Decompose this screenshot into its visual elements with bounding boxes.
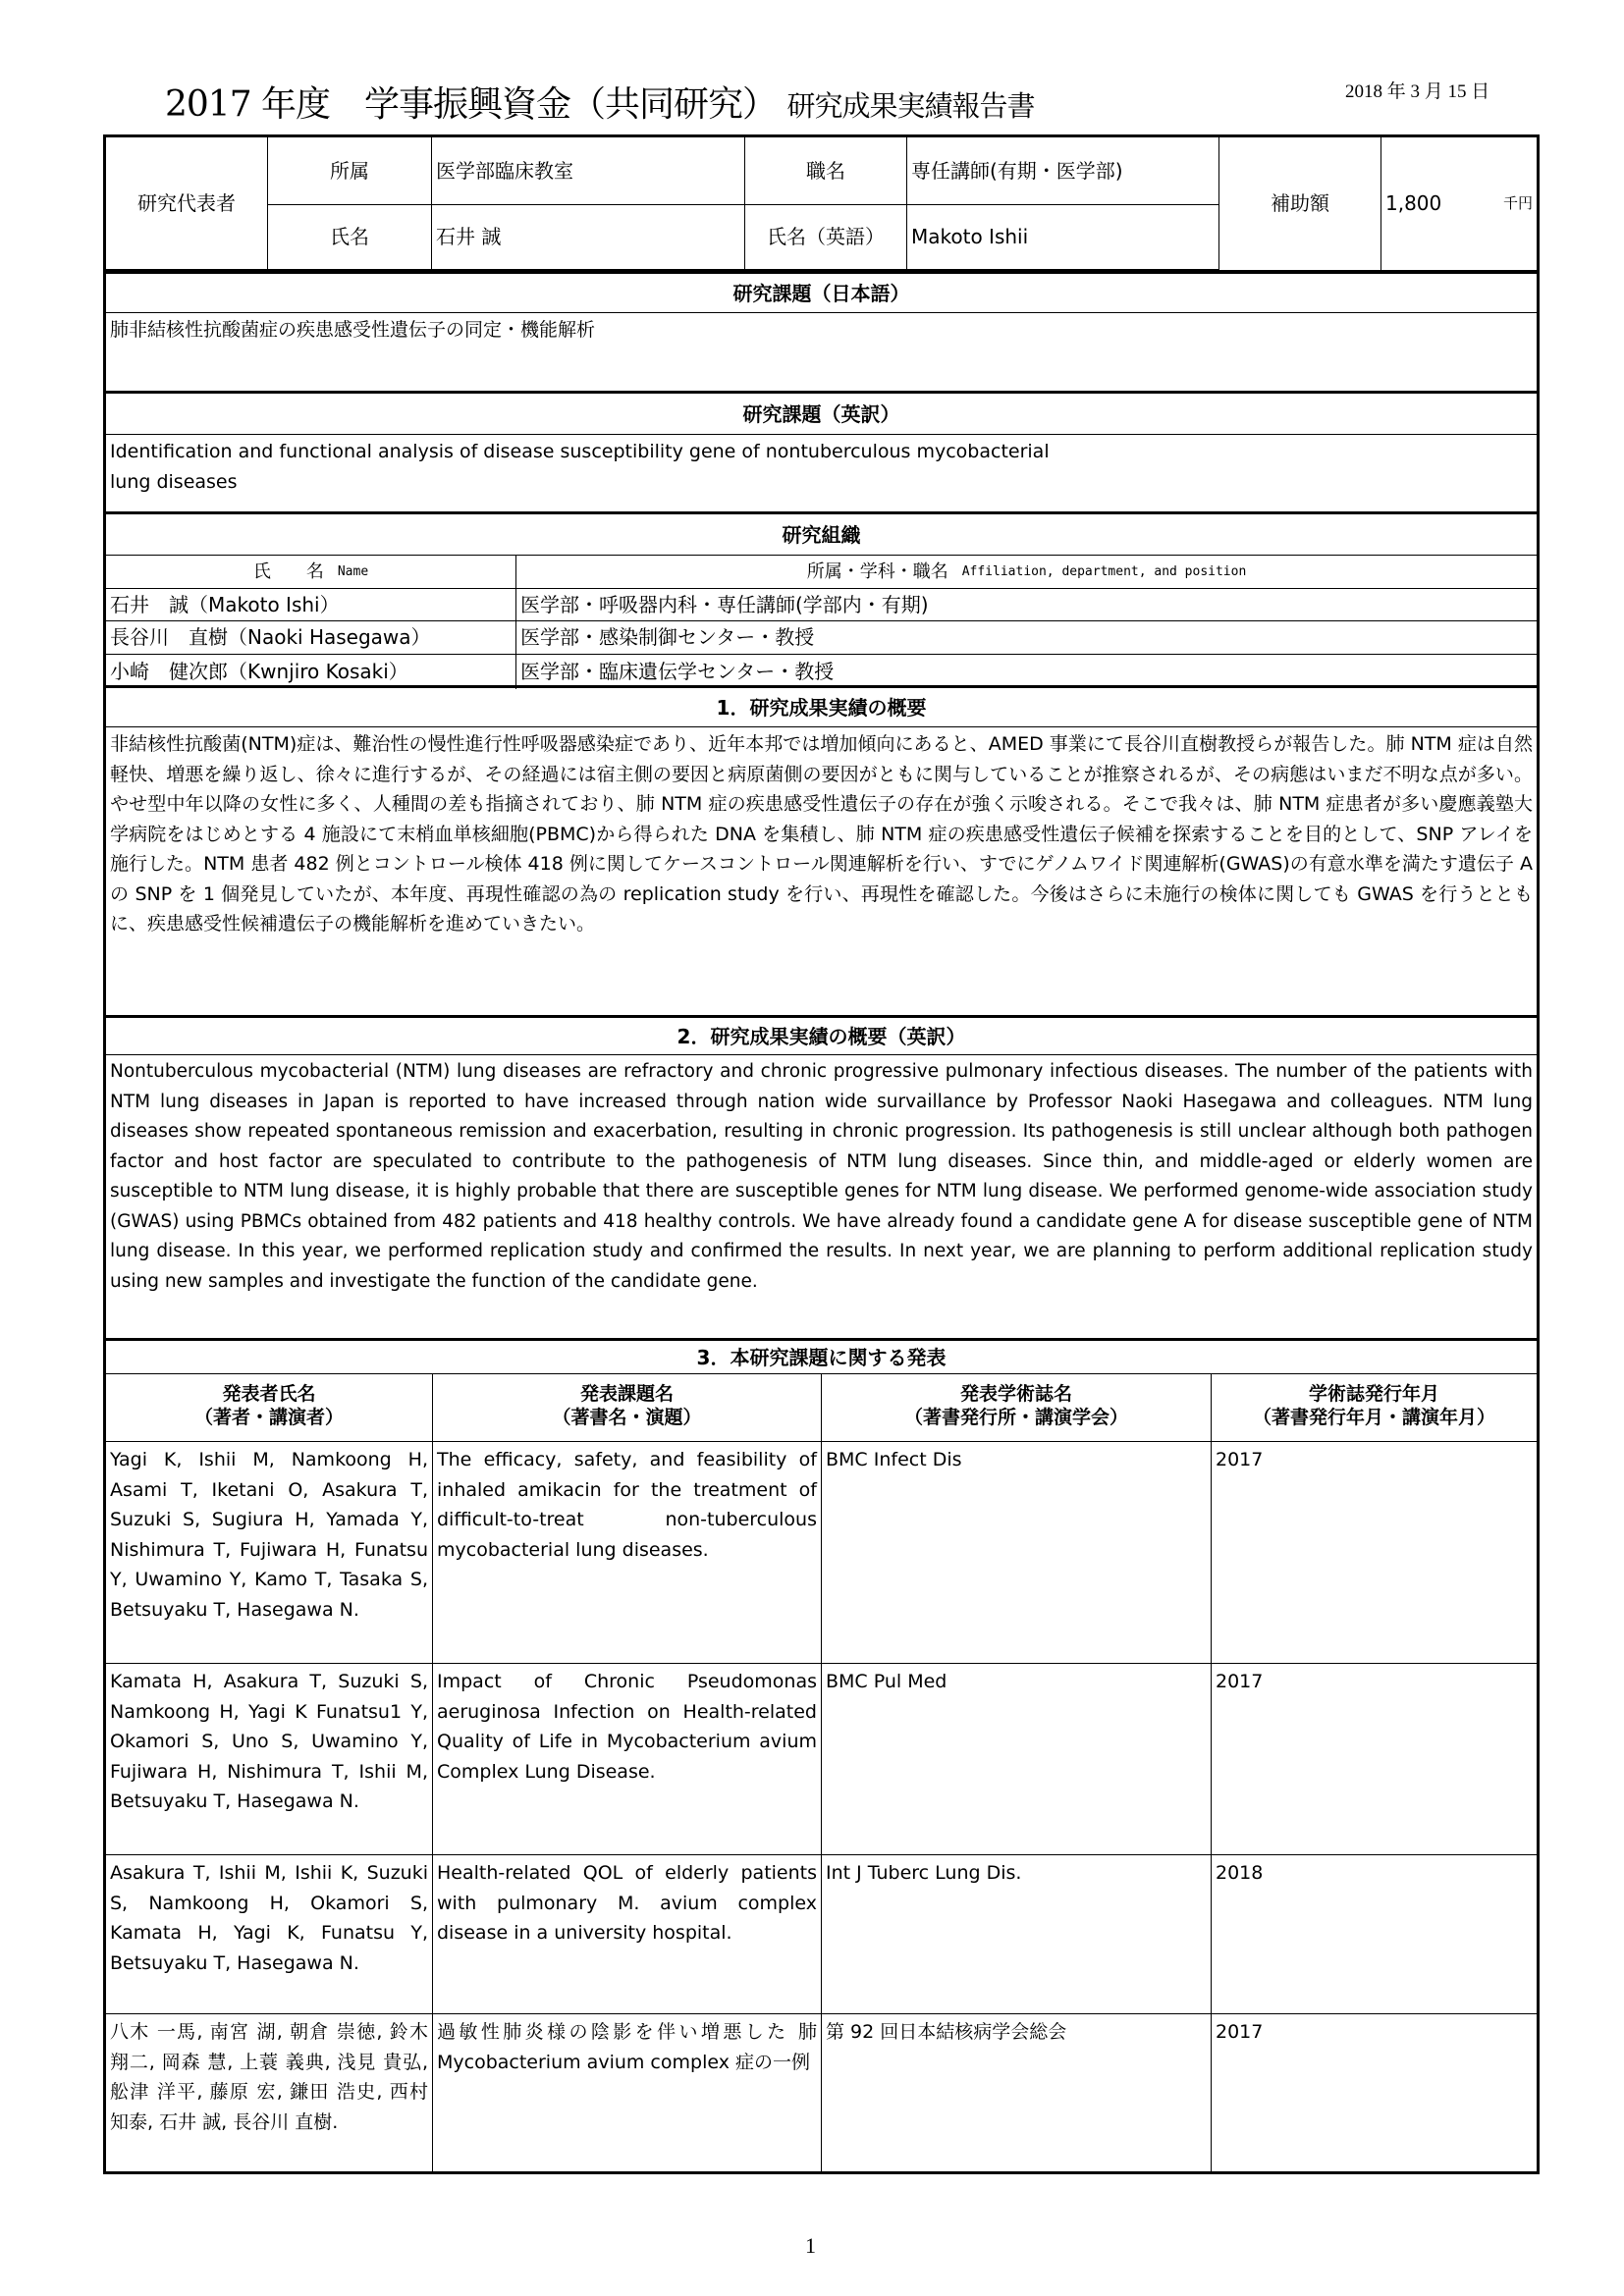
summary-ja-section — [103, 685, 1540, 1018]
research-title-en-section — [103, 391, 1540, 514]
section-heading: 研究課題（英訳） — [106, 394, 1537, 435]
col-affil — [516, 556, 1537, 589]
pub-journal: BMC Pul Med — [822, 1664, 1212, 1854]
pub-year: 2018 — [1216, 1862, 1264, 1884]
table-row — [106, 1442, 1537, 1664]
section-heading: 1．研究成果実績の概要 — [106, 688, 1537, 727]
column-header-line: 学術誌発行年月 — [1308, 1383, 1439, 1405]
post-label: 職名 — [745, 137, 907, 205]
column-header-line: （著者・講演者） — [193, 1407, 344, 1428]
member-affiliation: 医学部・呼吸器内科・専任講師(学部内・有期) — [516, 589, 1537, 621]
section-heading: 研究課題（日本語） — [106, 274, 1537, 313]
name-value: 石井 誠 — [432, 205, 745, 270]
pub-authors: Asakura T, Ishii M, Ishii K, Suzuki S, Namkoong H, Okamori S, Kamata H, Yagi K, Funatsu Y, Betsuyaku T, Hasegawa N. — [106, 1855, 433, 2013]
page-number: 1 — [805, 2233, 816, 2258]
pub-title: Impact of Chronic Pseudomonas aeruginosa Infection on Health-related Quality of Life in Mycobacterium avium Complex Lung Disease. — [433, 1664, 822, 1854]
table-row — [106, 1664, 1537, 1855]
col-name-ja: 氏 名 — [252, 561, 324, 582]
research-organization — [103, 511, 1540, 688]
name-en-value: Makoto Ishii — [907, 205, 1219, 270]
research-title-ja-section — [103, 271, 1540, 394]
column-header-line: （著書名・演題） — [552, 1407, 702, 1428]
section-heading: 2．研究成果実績の概要（英訳） — [106, 1018, 1537, 1055]
pub-journal: Int J Tuberc Lung Dis. — [822, 1855, 1212, 2013]
summary-ja-text: 非結核性抗酸菌(NTM)症は、難治性の慢性進行性呼吸器感染症であり、近年本邦では増加傾向にあると、AMED 事業にて長谷川直樹教授らが報告した。肺 NTM 症は自然軽快、増悪を繰り返し、徐々に進行するが、その経過には宿主側の要因と病原菌側の要因がともに関与していることが推察されるが、その病態はいまだ不明な点が多い。やせ型中年以降の女性に多く、人種間の差も指摘されており、肺 NTM 症の疾患感受性遺伝子の存在が強く示唆される。そこで我々は、肺 NTM 症患者が多い慶應義塾大学病院をはじめとする 4 施設にて末梢血単核細胞(PBMC)から得られた DNA を集積し、肺 NTM 症の疾患感受性遺伝子候補を探索することを目的として、SNP アレイを施行した。NTM 患者 482 例とコントロール検体 418 例に関してケースコントロール関連解析を行い、すでにゲノムワイド関連解析(GWAS)の有意水準を満たす遺伝子 A の SNP を 1 個発見していたが、本年度、再現性確認の為の replication study を行い、再現性を確認した。今後はさらに未施行の検体に関しても GWAS を行うとともに、疾患感受性候補遺伝子の機能解析を進めていきたい。 — [110, 733, 1533, 934]
research-title-en — [106, 435, 1537, 499]
representative-info — [103, 134, 1540, 273]
pub-title: Health-related QOL of elderly patients with pulmonary M. avium complex disease in a university hospital. — [433, 1855, 822, 2013]
publications-header-row — [106, 1374, 1537, 1442]
column-header — [1212, 1374, 1537, 1441]
report-date: 2018 年 3 月 15 日 — [1345, 81, 1490, 102]
affil-label: 所属 — [268, 137, 432, 205]
title-en-line: lung diseases — [110, 470, 238, 493]
col-name — [106, 556, 516, 589]
column-header — [822, 1374, 1212, 1441]
pub-year: 2017 — [1216, 1671, 1264, 1692]
col-affil-ja: 所属・学科・職名 — [806, 561, 948, 582]
col-affil-en: Affiliation, department, and position — [961, 564, 1247, 579]
member-name: 長谷川 直樹（Naoki Hasegawa） — [106, 621, 516, 655]
research-title-ja: 肺非結核性抗酸菌症の疾患感受性遺伝子の同定・機能解析 — [110, 319, 596, 341]
column-header — [433, 1374, 822, 1441]
grant-label: 補助額 — [1219, 137, 1381, 270]
name-en-label: 氏名（英語） — [745, 205, 907, 270]
section-heading: 3．本研究課題に関する発表 — [106, 1341, 1537, 1374]
column-header-line: 発表学術誌名 — [959, 1383, 1072, 1405]
column-header-line: 発表課題名 — [579, 1383, 674, 1405]
pub-title: The efficacy, safety, and feasibility of inhaled amikacin for the treatment of difficult-to-treat non-tuberculous mycobacterial lung diseases. — [433, 1442, 822, 1663]
summary-en-text: Nontuberculous mycobacterial (NTM) lung diseases are refractory and chronic progressive pulmonary infectious diseases. The number of the patients with NTM lung diseases in Japan is reported to have increased through nation wide survaillance by Professor Naoki Hasegawa and colleagues. NTM lung diseases show repeated spontaneous remission and exacerbation, resulting in chronic progression. Its pathogenesis is still unclear although both pathogen factor and host factor are speculated to contribute to the pathogenesis of NTM lung diseases. Since thin, and middle-aged or elderly women are susceptible to NTM lung disease, it is highly probable that there are susceptible genes for NTM lung disease. We performed genome-wide association study (GWAS) using PBMCs obtained from 482 patients and 418 healthy controls. We have already found a candidate gene A for disease susceptible gene of NTM lung disease. In this year, we performed replication study and confirmed the results. In next year, we are planning to perform additional replication study using new samples and investigate the function of the candidate gene. — [110, 1061, 1533, 1292]
pub-year: 2017 — [1216, 2021, 1264, 2043]
pub-year: 2017 — [1216, 1449, 1264, 1470]
pub-journal: 第 92 回日本結核病学会総会 — [822, 2014, 1212, 2171]
title-sub: 研究成果実績報告書 — [786, 89, 1035, 123]
grant-value: 1,800 — [1385, 191, 1442, 215]
title-en-line: Identification and functional analysis of disease susceptibility gene of nontuberculous mycobacterial — [110, 441, 1050, 462]
col-name-en: Name — [337, 564, 369, 579]
pub-authors: 八木 一馬, 南宮 湖, 朝倉 崇徳, 鈴木 翔二, 岡森 慧, 上蓑 義典, 浅見 貴弘, 舩津 洋平, 藤原 宏, 鎌田 浩史, 西村 知泰, 石井 誠, 長谷川 直樹. — [106, 2014, 433, 2171]
title-main: 2017 年度 学事振興資金（共同研究） — [165, 84, 778, 125]
pub-title: 過敏性肺炎様の陰影を伴い増悪した 肺 Mycobacterium avium complex 症の一例 — [433, 2014, 822, 2171]
table-row — [106, 2014, 1537, 2171]
member-affiliation: 医学部・感染制御センター・教授 — [516, 621, 1537, 655]
rep-label: 研究代表者 — [106, 137, 268, 270]
summary-en-section — [103, 1015, 1540, 1341]
column-header — [106, 1374, 433, 1441]
pub-journal: BMC Infect Dis — [822, 1442, 1212, 1663]
grant-amount — [1381, 137, 1537, 270]
publications-section — [103, 1338, 1540, 2174]
section-heading: 研究組織 — [106, 514, 1537, 556]
member-affiliation: 医学部・臨床遺伝学センター・教授 — [520, 660, 835, 683]
table-row — [106, 1855, 1537, 2014]
column-header-line: （著書発行所・講演学会） — [903, 1407, 1128, 1428]
pub-authors: Kamata H, Asakura T, Suzuki S, Namkoong H, Yagi K Funatsu1 Y, Okamori S, Uno S, Uwamino Y, Fujiwara H, Nishimura T, Ishii M, Betsuyaku T, Hasegawa N. — [106, 1664, 433, 1854]
member-name: 石井 誠（Makoto Ishi） — [106, 589, 516, 621]
post-value: 専任講師(有期・医学部) — [907, 137, 1219, 205]
grant-unit: 千円 — [1502, 194, 1533, 212]
page-title — [165, 77, 1035, 127]
column-header-line: 発表者氏名 — [222, 1383, 316, 1405]
member-name: 小崎 健次郎（Kwnjiro Kosaki） — [106, 655, 516, 689]
affil-value: 医学部臨床教室 — [432, 137, 745, 205]
pub-authors: Yagi K, Ishii M, Namkoong H, Asami T, Iketani O, Asakura T, Suzuki S, Sugiura H, Yamada Y, Nishimura T, Fujiwara H, Funatsu Y, Uwamino Y, Kamo T, Tasaka S, Betsuyaku T, Hasegawa N. — [106, 1442, 433, 1663]
column-header-line: （著書発行年月・講演年月） — [1252, 1407, 1495, 1428]
name-label: 氏名 — [268, 205, 432, 270]
